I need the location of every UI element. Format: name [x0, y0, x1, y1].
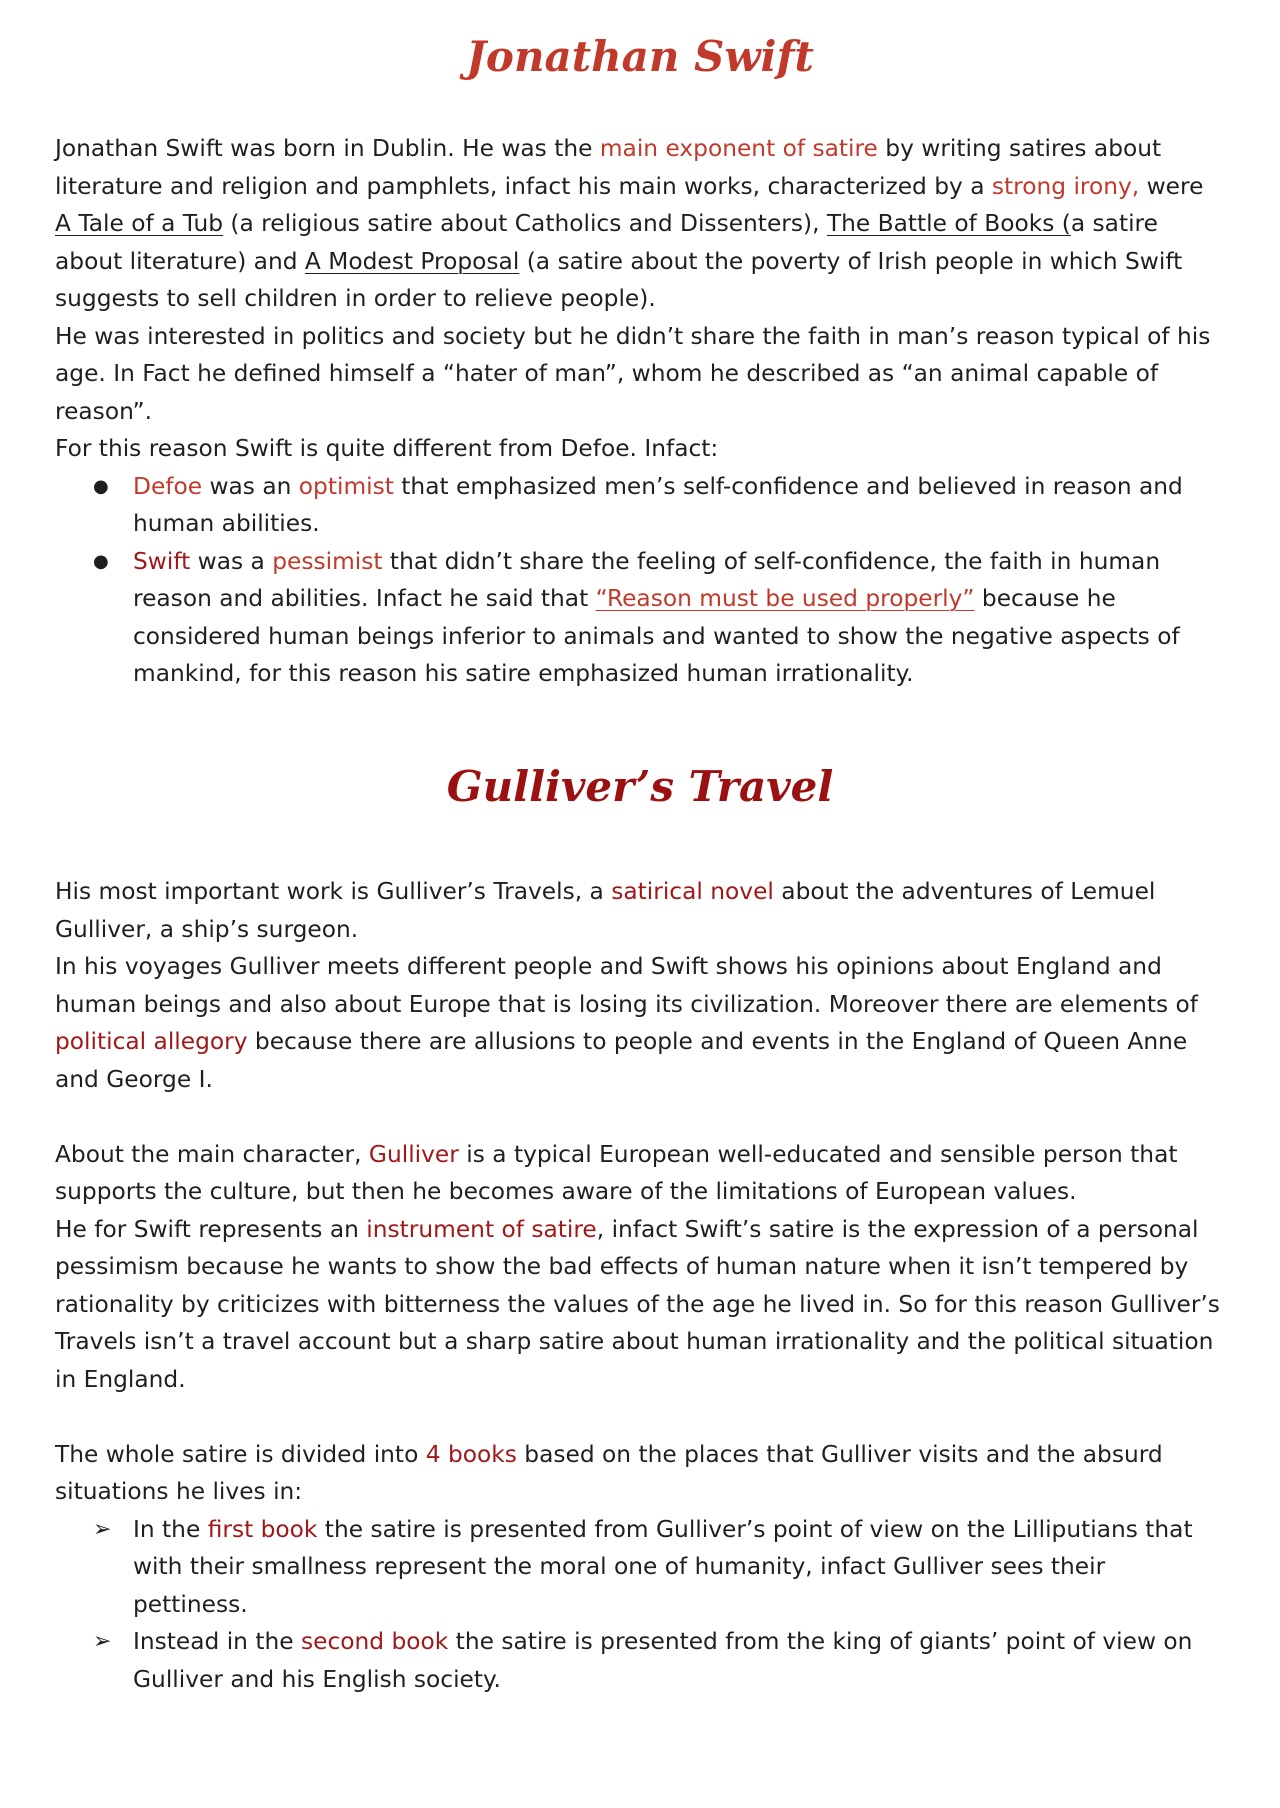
highlight-gulliver: Gulliver: [368, 1140, 459, 1168]
text-run: His most important work is Gulliver’s Travels, a: [55, 878, 612, 905]
bullet-marker-icon: ●: [93, 475, 109, 497]
bullet-marker-icon: ●: [93, 550, 109, 572]
text-run: by writing satires about literature and religion and pamphlets, infact his main works, characterized by a: [55, 135, 1162, 200]
text-run: In his voyages Gulliver meets different people and Swift shows his opinions about England and human beings and also about Europe that is losing its civilization. Moreover there are elements of: [55, 953, 1198, 1018]
section-title-gullivers-travel: Gulliver’s Travel: [446, 762, 834, 811]
section-gullivers-travel-body: [55, 873, 1225, 1698]
text-run: based on the places that Gulliver visits and the absurd situations he lives in:: [55, 1440, 1163, 1505]
arrow-marker-icon: ➢: [93, 1629, 112, 1654]
highlight-instrument-of-satire: instrument of satire: [366, 1215, 597, 1243]
highlight-political-allegory: political allegory: [55, 1028, 248, 1055]
text-run: , infact Swift’s satire is the expression of a personal pessimism because he wants to show the bad effects of human nature when it isn’t tempered by rationality by criticizes with bitterness the values of the age he lived in. So for this reason Gulliver’s Travels isn’t a travel account but a sharp satire about human irrationality and the political situation in England.: [55, 1215, 1220, 1393]
paragraph-main-character: [55, 1136, 1225, 1211]
highlight-first-book: first book: [207, 1515, 318, 1543]
text-run: (a satire about the poverty of Irish people in which Swift suggests to sell children in order to relieve people).: [55, 247, 1183, 312]
section-title-jonathan-swift: Jonathan Swift: [466, 32, 814, 81]
highlight-satirical-novel: satirical novel: [611, 878, 774, 905]
highlight-pessimist: pessimist: [272, 547, 383, 575]
text-run: because there are allusions to people and events in the England of Queen Anne and George I.: [55, 1028, 1188, 1093]
text-run: In the: [133, 1515, 208, 1543]
text-run: a satire about literature) and: [55, 210, 1158, 275]
paragraph-instrument-of-satire: [55, 1211, 1225, 1399]
work-title-tale-of-a-tub: A Tale of a Tub: [55, 210, 223, 237]
text-run: about the adventures of Lemuel Gulliver, a ship’s surgeon.: [55, 878, 1156, 943]
text-run: was an: [202, 472, 299, 500]
highlight-main-exponent: main exponent of satire: [599, 135, 878, 162]
bullet-item-defoe: [55, 468, 1225, 543]
arrow-item-second-book: [55, 1623, 1225, 1698]
paragraph-politics: He was interested in politics and society but he didn’t share the faith in man’s reason typical of his age. In Fact he defined himself a “hater of man”, whom he described as “an animal capable of reason”.: [55, 322, 1211, 425]
highlight-optimist: optimist: [298, 472, 394, 500]
paragraph-defoe-comparison: For this reason Swift is quite different from Defoe. Infact:: [55, 435, 719, 462]
bullet-list: [55, 468, 1225, 693]
paragraph-voyages: [55, 948, 1225, 1098]
text-run: is a typical European well-educated and sensible person that supports the culture, but then he becomes aware of the limitations of European values.: [55, 1140, 1178, 1205]
highlight-second-book: second book: [301, 1628, 449, 1655]
text-run: that emphasized men’s self-confidence and believed in reason and human abilities.: [133, 472, 1183, 537]
highlight-strong-irony: strong irony,: [991, 172, 1140, 200]
highlight-swift: Swift: [133, 547, 191, 575]
work-title-modest-proposal: A Modest Proposal: [304, 247, 520, 275]
highlight-4-books: 4 books: [425, 1440, 517, 1468]
text-run: because he considered human beings inferior to animals and wanted to show the negative aspects of mankind, for this reason his satire emphasized human irrationality.: [133, 585, 1180, 687]
paragraph-biography: [55, 130, 1225, 318]
bullet-item-swift: [55, 543, 1225, 693]
text-run: that didn’t share the feeling of self-confidence, the faith in human reason and abilities. Infact he said that: [133, 547, 1161, 612]
paragraph-four-books: [55, 1436, 1225, 1511]
highlight-defoe: Defoe: [133, 472, 203, 500]
arrow-list: [55, 1511, 1225, 1699]
text-run: the satire is presented from Gulliver’s point of view on the Lilliputians that with their smallness represent the moral one of humanity, infact Gulliver sees their pettiness.: [133, 1515, 1193, 1618]
quote-reason-used-properly: “Reason must be used properly”: [595, 585, 975, 612]
text-run: the satire is presented from the king of giants’ point of view on Gulliver and his English society.: [133, 1628, 1193, 1693]
text-run: Jonathan Swift was born in Dublin. He was the: [55, 135, 600, 162]
section-jonathan-swift-body: [55, 130, 1225, 693]
text-run: The whole satire is divided into: [55, 1440, 426, 1468]
text-run: were: [1139, 172, 1204, 200]
text-run: He for Swift represents an: [55, 1215, 367, 1243]
text-run: (a religious satire about Catholics and Dissenters),: [223, 210, 827, 237]
text-run: was a: [190, 547, 273, 575]
arrow-marker-icon: ➢: [93, 1516, 112, 1542]
work-title-battle-of-books: The Battle of Books (: [826, 210, 1071, 237]
paragraph-most-important-work: [55, 873, 1225, 948]
text-run: Instead in the: [133, 1628, 301, 1655]
text-run: About the main character,: [55, 1140, 369, 1168]
arrow-item-first-book: [55, 1511, 1225, 1624]
